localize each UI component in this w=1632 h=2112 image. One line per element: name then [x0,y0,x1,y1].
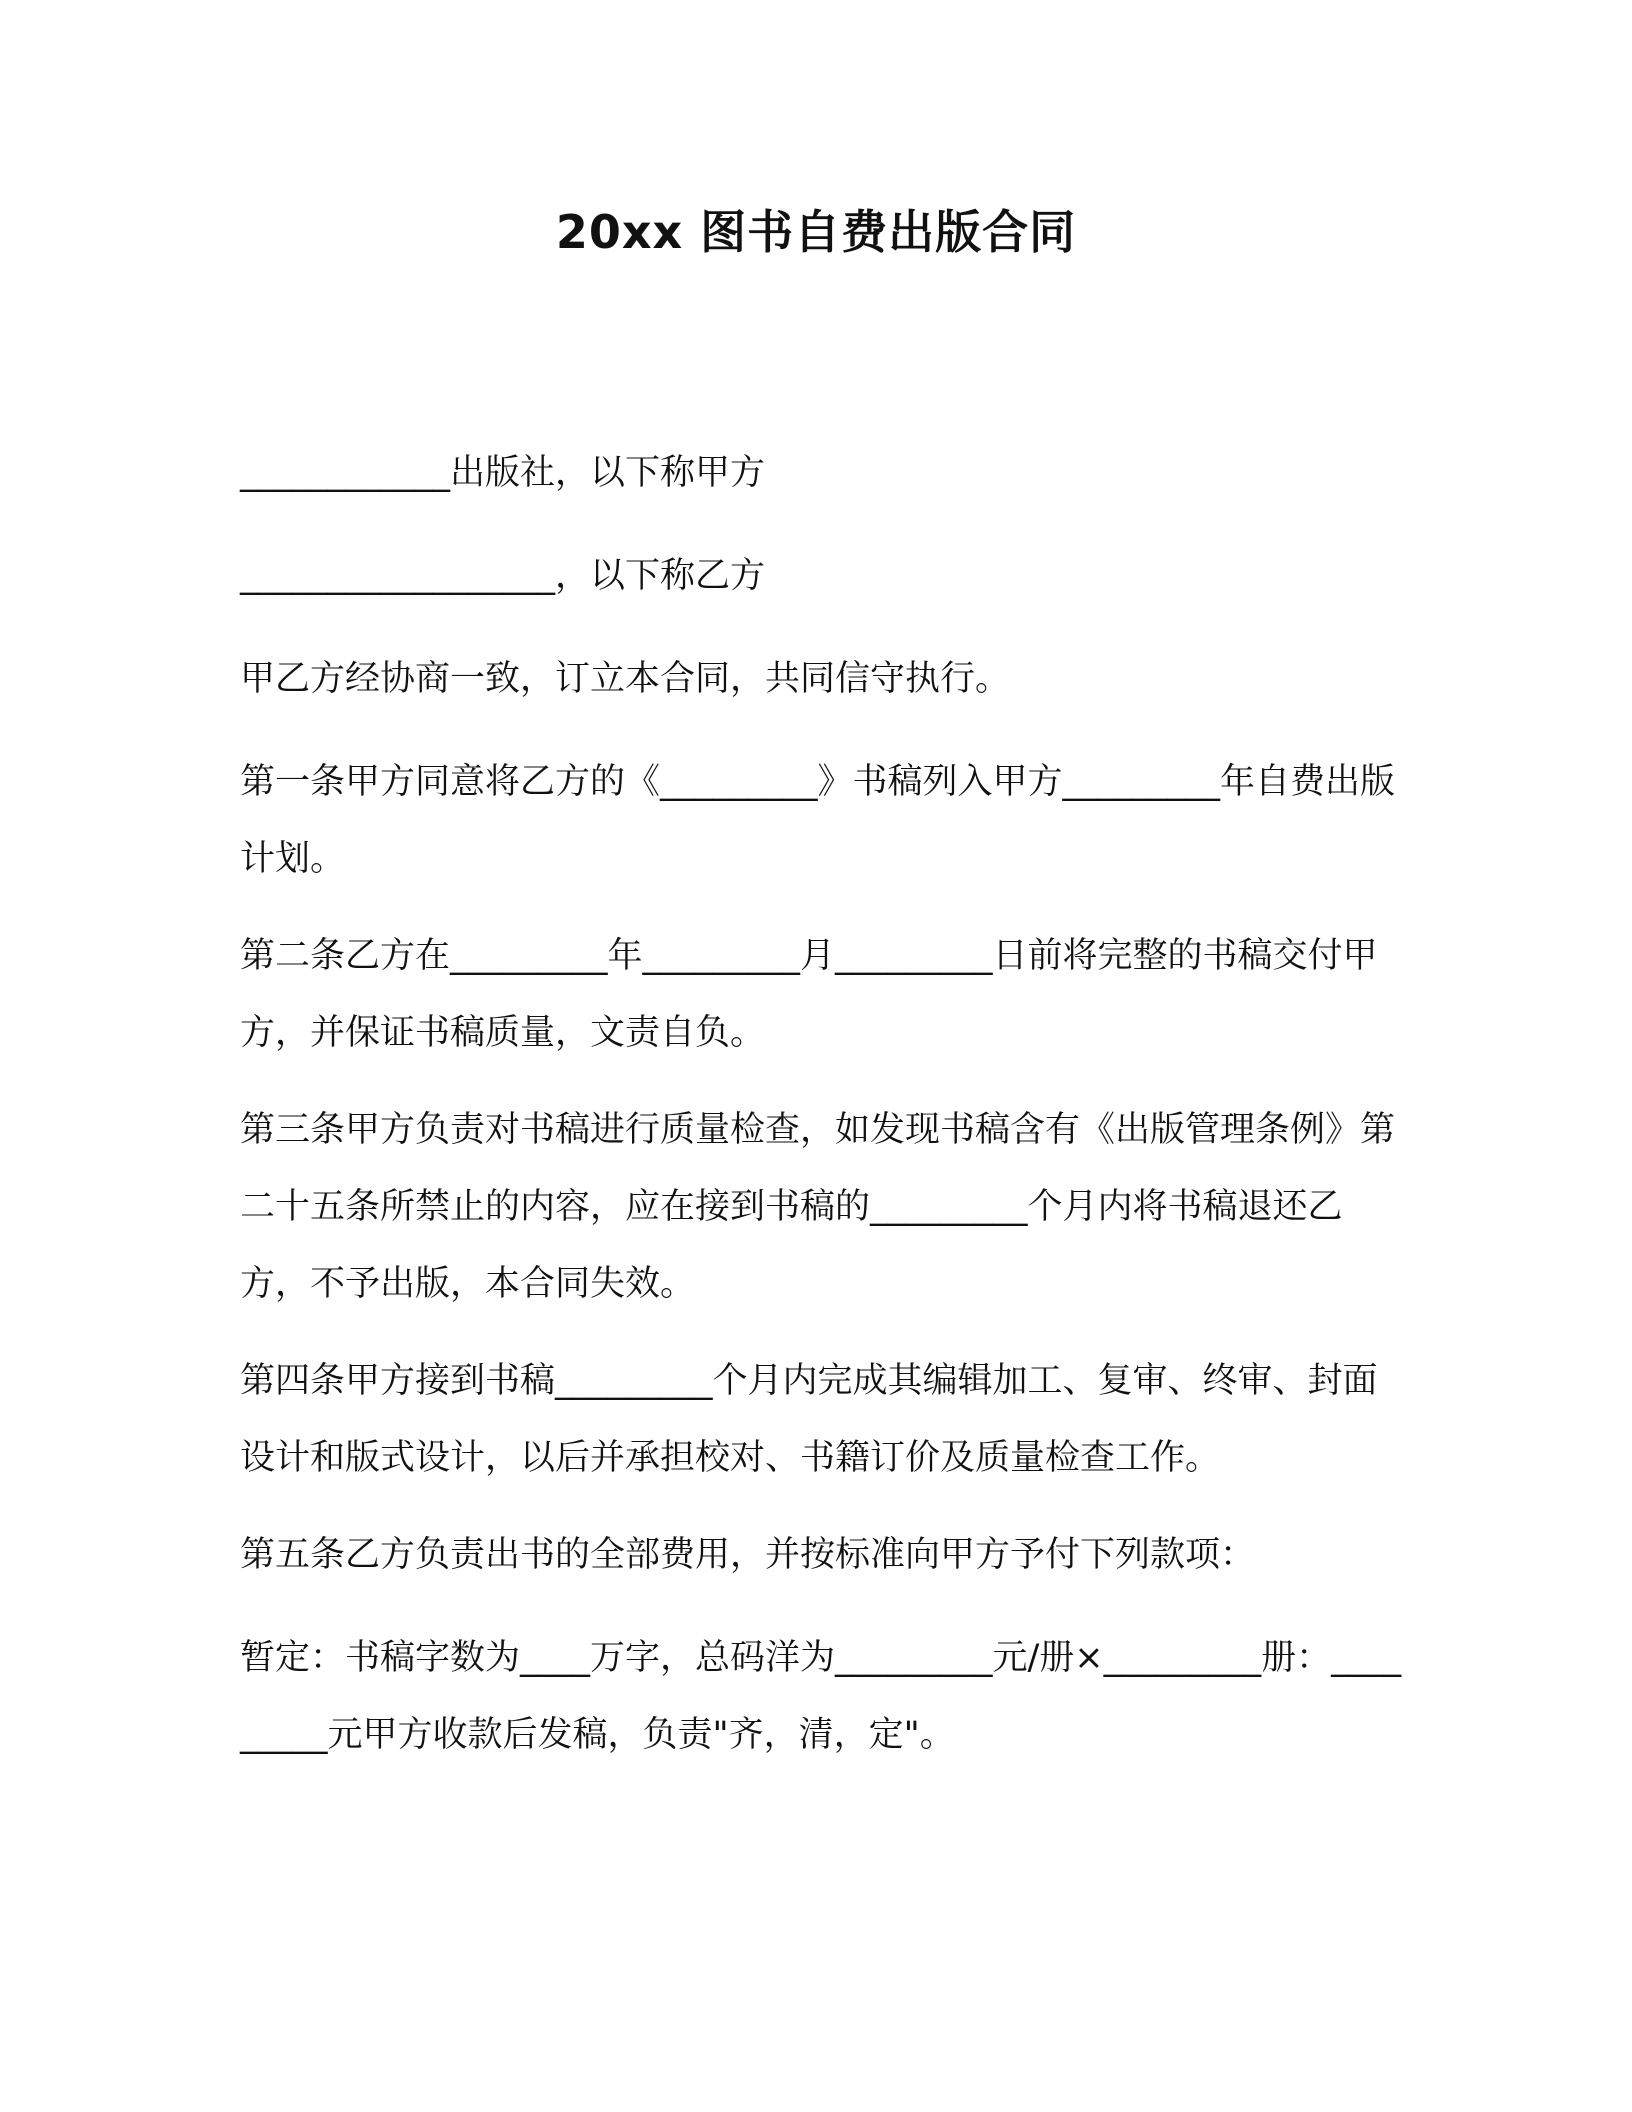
document-title: 20xx 图书自费出版合同 [555,205,1077,259]
article-4: 第四条甲方接到书稿_________个月内完成其编辑加工、复审、终审、封面设计和版式设计，以后并承担校对、书籍订价及质量检查工作。 [240,1361,1378,1478]
payment-terms: 暂定：书稿字数为____万字，总码洋为_________元/册×_________册：_________元甲方收款后发稿，负责"齐，清，定"。 [240,1638,1402,1755]
party-a-line: ____________出版社，以下称甲方 [240,453,766,493]
preamble: 甲乙方经协商一致，订立本合同，共同信守执行。 [240,659,1011,699]
party-b-line: __________________，以下称乙方 [240,556,766,596]
document-body [240,435,1410,1774]
article-1: 第一条甲方同意将乙方的《_________》书稿列入甲方_________年自费出版计划。 [240,762,1396,879]
article-2: 第二条乙方在_________年_________月_________日前将完整的书稿交付甲方，并保证书稿质量，文责自负。 [240,936,1378,1053]
article-3: 第三条甲方负责对书稿进行质量检查，如发现书稿含有《出版管理条例》第二十五条所禁止的内容，应在接到书稿的_________个月内将书稿退还乙方，不予出版，本合同失效。 [240,1110,1396,1304]
article-5: 第五条乙方负责出书的全部费用，并按标准向甲方予付下列款项： [240,1535,1256,1575]
